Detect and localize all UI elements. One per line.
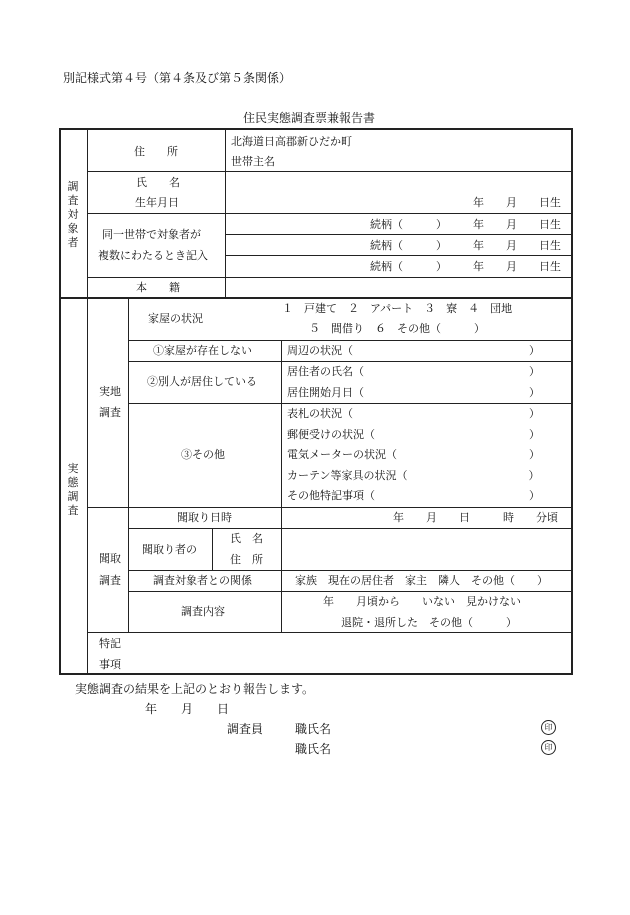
relation-birth-field[interactable]: 年 月 日生 [473,260,561,273]
case1-item[interactable]: 周辺の状況（ ） [287,344,540,357]
address-value: 北海道日高郡新ひだか町 [231,135,352,148]
interviewee-label: 聞取り者の [142,543,197,556]
case3-label: ③その他 [181,448,225,461]
head-of-household-label: 世帯主名 [231,155,275,168]
survey-section-label: 実態調査 [67,462,79,517]
case3-item[interactable]: 表札の状況（ ） [287,407,540,420]
case3-item[interactable]: その他特記事項（ ） [287,489,540,502]
case2-item[interactable]: 居住者の氏名（ ） [287,365,540,378]
relation-birth-field[interactable]: 年 月 日生 [473,239,561,252]
birthdate-field[interactable]: 年 月 日生 [473,196,561,209]
case2-label: ②別人が居住している [147,375,257,388]
case3-item[interactable]: 郵便受けの状況（ ） [287,428,540,441]
house-options-line2: ５ 間借り ６ その他（ ） [309,322,485,335]
name-label: 氏 名 [136,176,180,189]
investigator-label: 調査員 [227,722,264,736]
case3-item[interactable]: 電気メーターの状況（ ） [287,448,540,461]
address-label: 住 所 [134,145,178,158]
case1-label: ①家屋が存在しない [153,344,252,357]
household-note-line1: 同一世帯で対象者が [102,228,201,241]
staff-name-label: 職氏名 [295,722,332,736]
report-statement: 実態調査の結果を上記のとおり報告します。 [75,682,315,696]
birthdate-label: 生年月日 [135,196,179,209]
form-label: 別記様式第４号（第４条及び第５条関係） [63,71,292,85]
notes-label: 事項 [99,658,121,671]
relation-birth-field[interactable]: 年 月 日生 [473,218,561,231]
seal-icon: 印 [541,720,556,735]
household-note-line2: 複数にわたるとき記入 [98,249,208,262]
survey-content-line2[interactable]: 退院・退所した その他（ ） [341,616,517,629]
relation-to-subject-options[interactable]: 家族 現在の居住者 家主 隣人 その他（ ） [295,574,548,587]
case2-item[interactable]: 居住開始月日（ ） [287,386,540,399]
page-title: 住民実態調査票兼報告書 [243,111,376,125]
interviewee-name-label: 氏 名 [230,532,263,545]
survey-content-line1[interactable]: 年 月頃から いない 見かけない [323,595,521,608]
subject-section-label: 調査対象者 [67,180,79,249]
house-status-label: 家屋の状況 [148,312,203,325]
relation-to-subject-label: 調査対象者との関係 [153,574,252,587]
interview-datetime-field[interactable]: 年 月 日 時 分頃 [393,511,558,524]
case3-item[interactable]: カーテン等家具の状況（ ） [287,469,540,482]
interview-survey-label: 聞取 [99,552,121,565]
relation-field[interactable]: 続柄（ ） [370,239,447,252]
relation-field[interactable]: 続柄（ ） [370,260,447,273]
interview-datetime-label: 聞取り日時 [177,511,232,524]
relation-field[interactable]: 続柄（ ） [370,218,447,231]
interviewee-address-label: 住 所 [230,553,263,566]
domicile-label: 本 籍 [136,281,180,294]
field-survey-label: 実地 [99,385,121,398]
notes-label: 特記 [99,637,121,650]
interview-survey-label: 調査 [99,574,121,587]
field-survey-label: 調査 [99,406,121,419]
survey-content-label: 調査内容 [181,605,225,618]
seal-icon: 印 [541,740,556,755]
staff-name-label: 職氏名 [295,742,332,756]
report-date[interactable]: 年 月 日 [145,702,230,716]
house-options-line1: １ 戸建て ２ アパート ３ 寮 ４ 団地 [282,302,513,315]
